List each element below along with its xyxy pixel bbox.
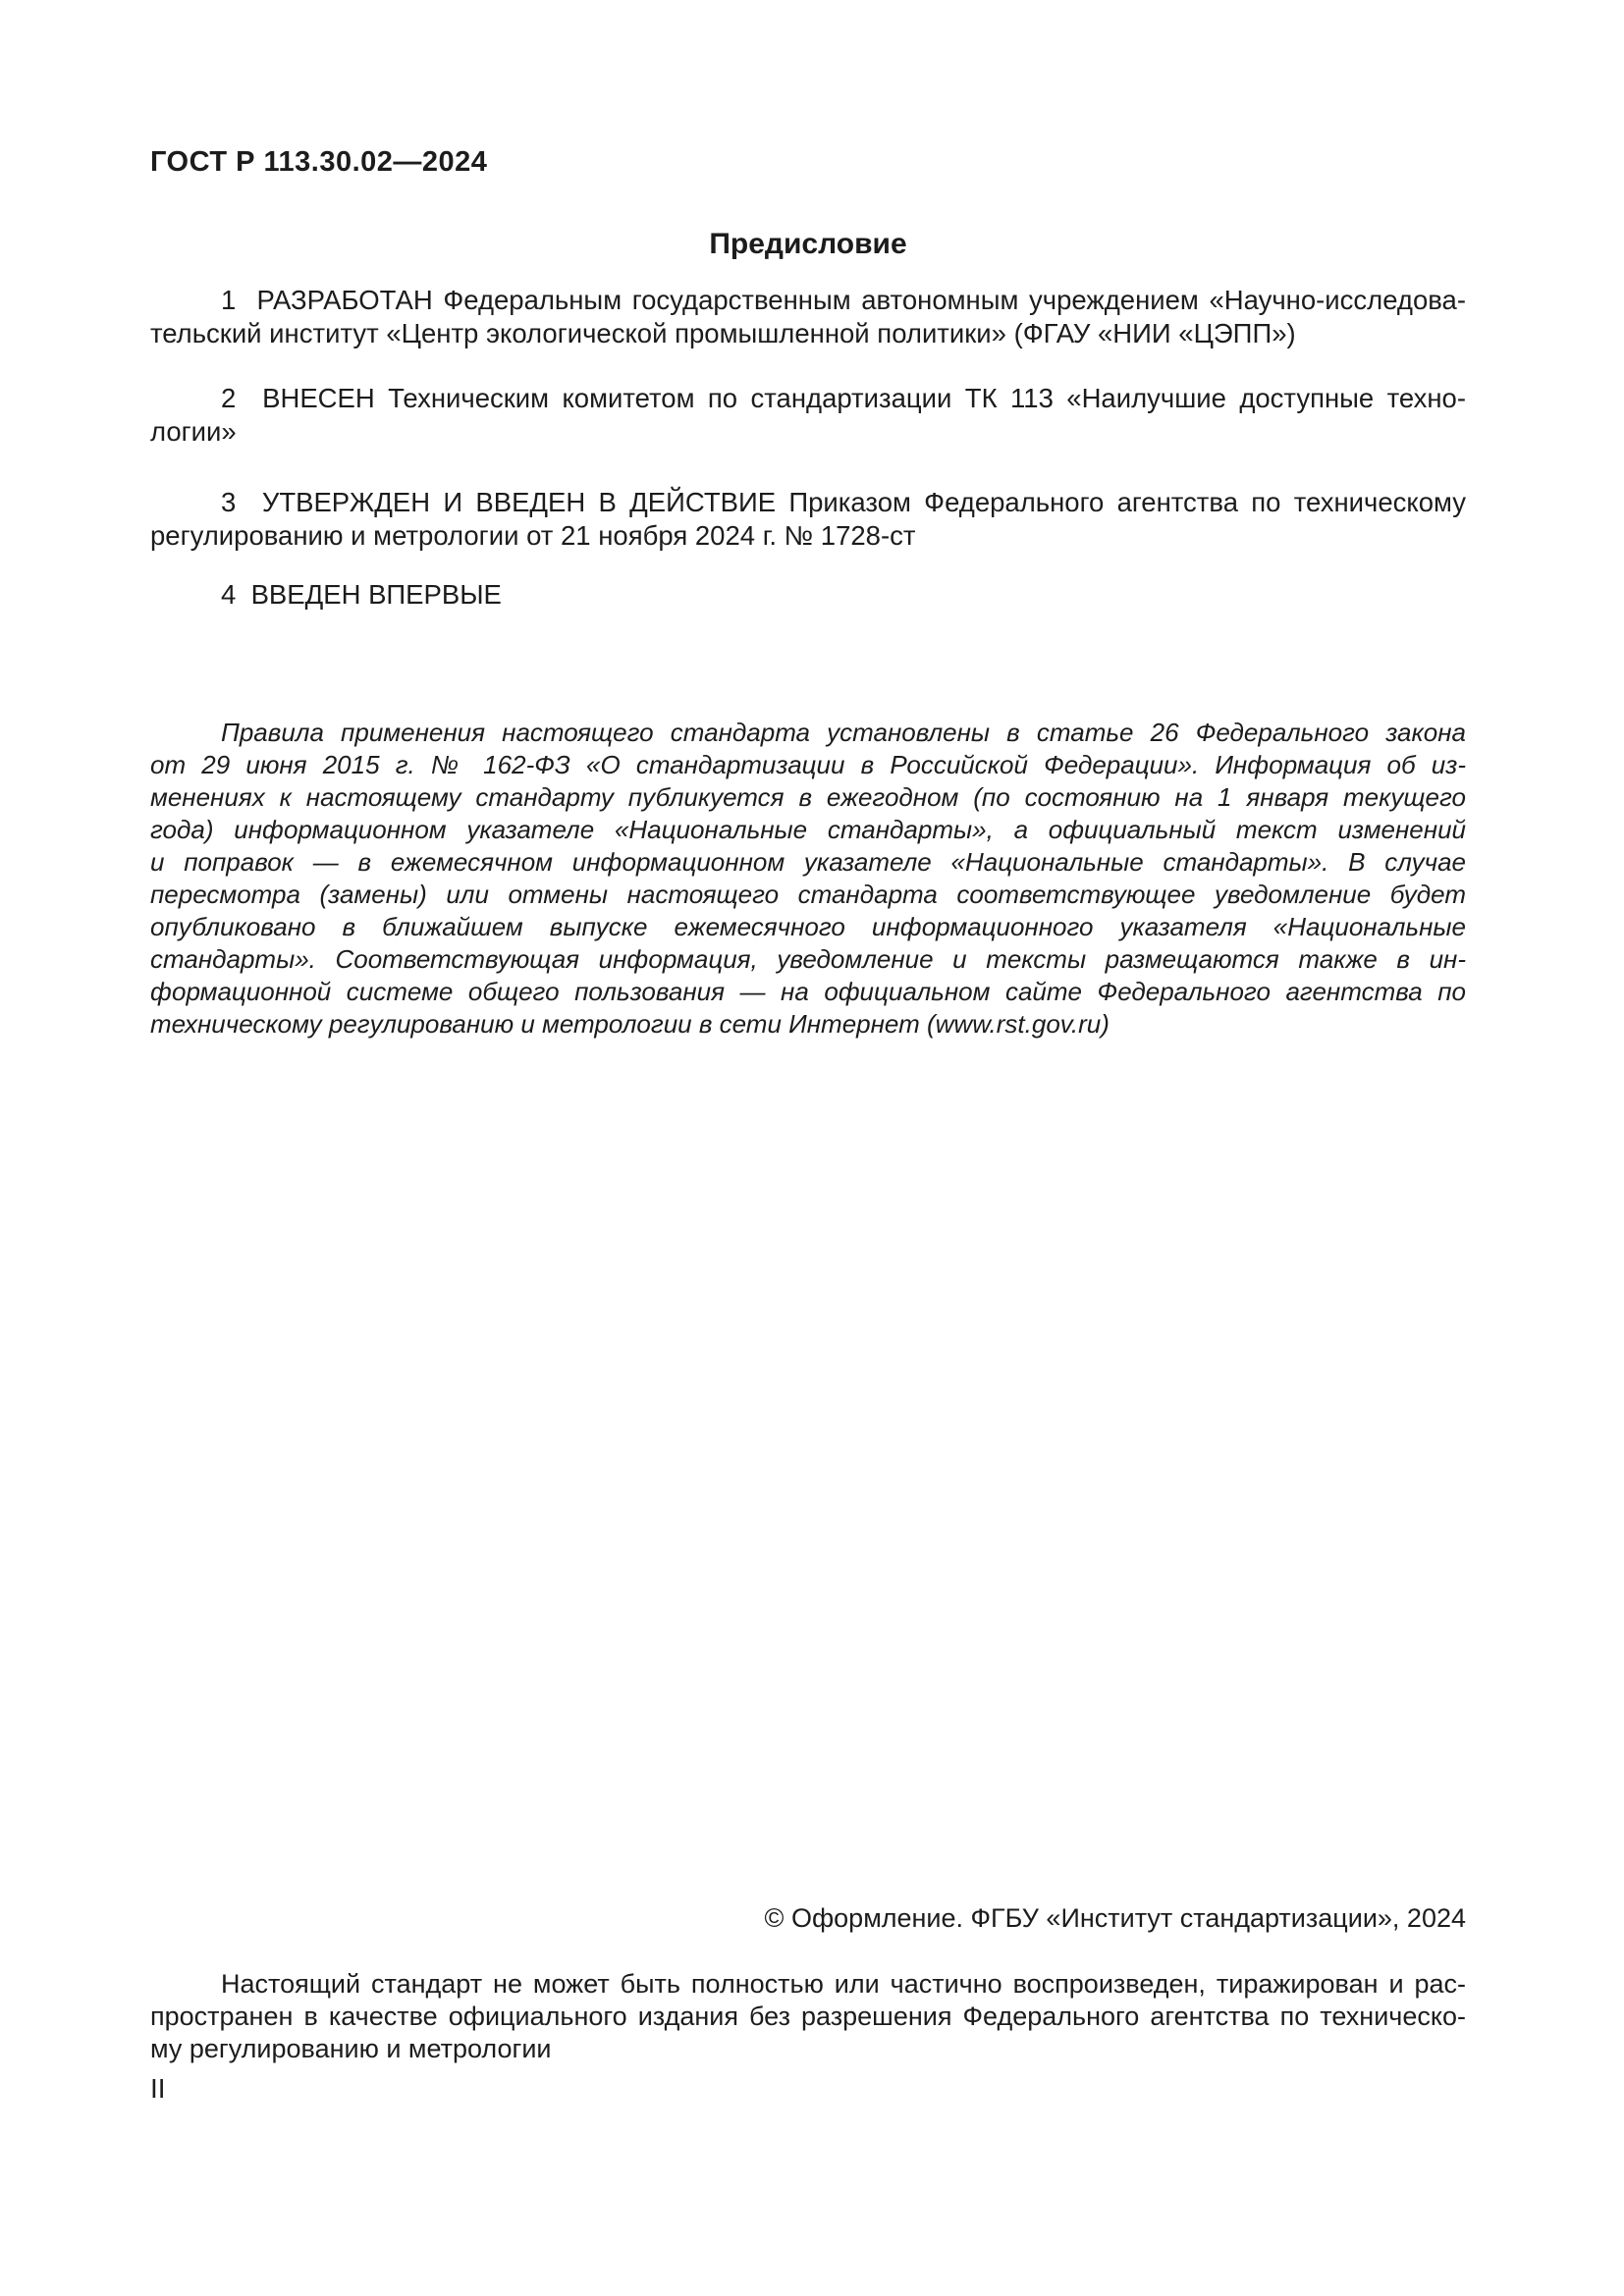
- copyright-line: © Оформление. ФГБУ «Институт стандартизации», 2024: [764, 1903, 1466, 1933]
- legal-notice: [150, 717, 1466, 1041]
- text-line: стандарты». Соответствующая информация, уведомление и тексты размещаются также в ин-: [150, 944, 1466, 974]
- text-line: и поправок — в ежемесячном информационном указателе «Национальные стандарты». В случае: [150, 847, 1466, 877]
- text-line: Настоящий стандарт не может быть полностью или частично воспроизведен, тиражирован и рас-: [221, 1969, 1466, 1999]
- text-line: опубликовано в ближайшем выпуске ежемесячного информационного указателя «Национальные: [150, 912, 1466, 941]
- text-line: пересмотра (замены) или отмены настоящего стандарта соответствующее уведомление будет: [150, 880, 1466, 909]
- restriction-notice: [150, 1968, 1466, 2065]
- text-line: техническому регулированию и метрологии в сети Интернет (www.rst.gov.ru): [150, 1009, 1110, 1039]
- preface-item-2: [150, 382, 1466, 449]
- text-line: менениях к настоящему стандарту публикуется в ежегодном (по состоянию на 1 января текущего: [150, 782, 1466, 812]
- preface-item-3: [150, 486, 1466, 553]
- page-title: Предисловие: [709, 228, 907, 260]
- doc-code-header: ГОСТ Р 113.30.02—2024: [150, 146, 488, 178]
- text-line: формационной системе общего пользования — на официальном сайте Федерального агентства по: [150, 977, 1466, 1006]
- text-line: от 29 июня 2015 г. № 162-ФЗ «О стандартизации в Российской Федерации». Информация об из-: [150, 750, 1466, 779]
- text-line: года) информационном указателе «Национальные стандарты», а официальный текст изменений: [150, 815, 1466, 844]
- text-line: пространен в качестве официального издания без разрешения Федерального агентства по техническо-: [150, 2002, 1466, 2031]
- text-line: Правила применения настоящего стандарта установлены в статье 26 Федерального закона: [221, 718, 1466, 747]
- text-line: 4 ВВЕДЕН ВПЕРВЫЕ: [221, 579, 502, 610]
- text-line: тельский институт «Центр экологической промышленной политики» (ФГАУ «НИИ «ЦЭПП»): [150, 318, 1296, 348]
- text-line: логии»: [150, 416, 237, 447]
- preface-item-4: [150, 578, 1466, 612]
- text-line: 3 УТВЕРЖДЕН И ВВЕДЕН В ДЕЙСТВИЕ Приказом Федерального агентства по техническому: [221, 487, 1466, 517]
- text-line: 1 РАЗРАБОТАН Федеральным государственным автономным учреждением «Научно-исследова-: [221, 285, 1466, 315]
- preface-item-1: [150, 284, 1466, 350]
- text-line: регулированию и метрологии от 21 ноября 2024 г. № 1728-ст: [150, 520, 916, 551]
- text-line: 2 ВНЕСЕН Техническим комитетом по стандартизации ТК 113 «Наилучшие доступные техно-: [221, 383, 1466, 413]
- text-line: му регулированию и метрологии: [150, 2034, 552, 2063]
- page-number: II: [150, 2073, 166, 2104]
